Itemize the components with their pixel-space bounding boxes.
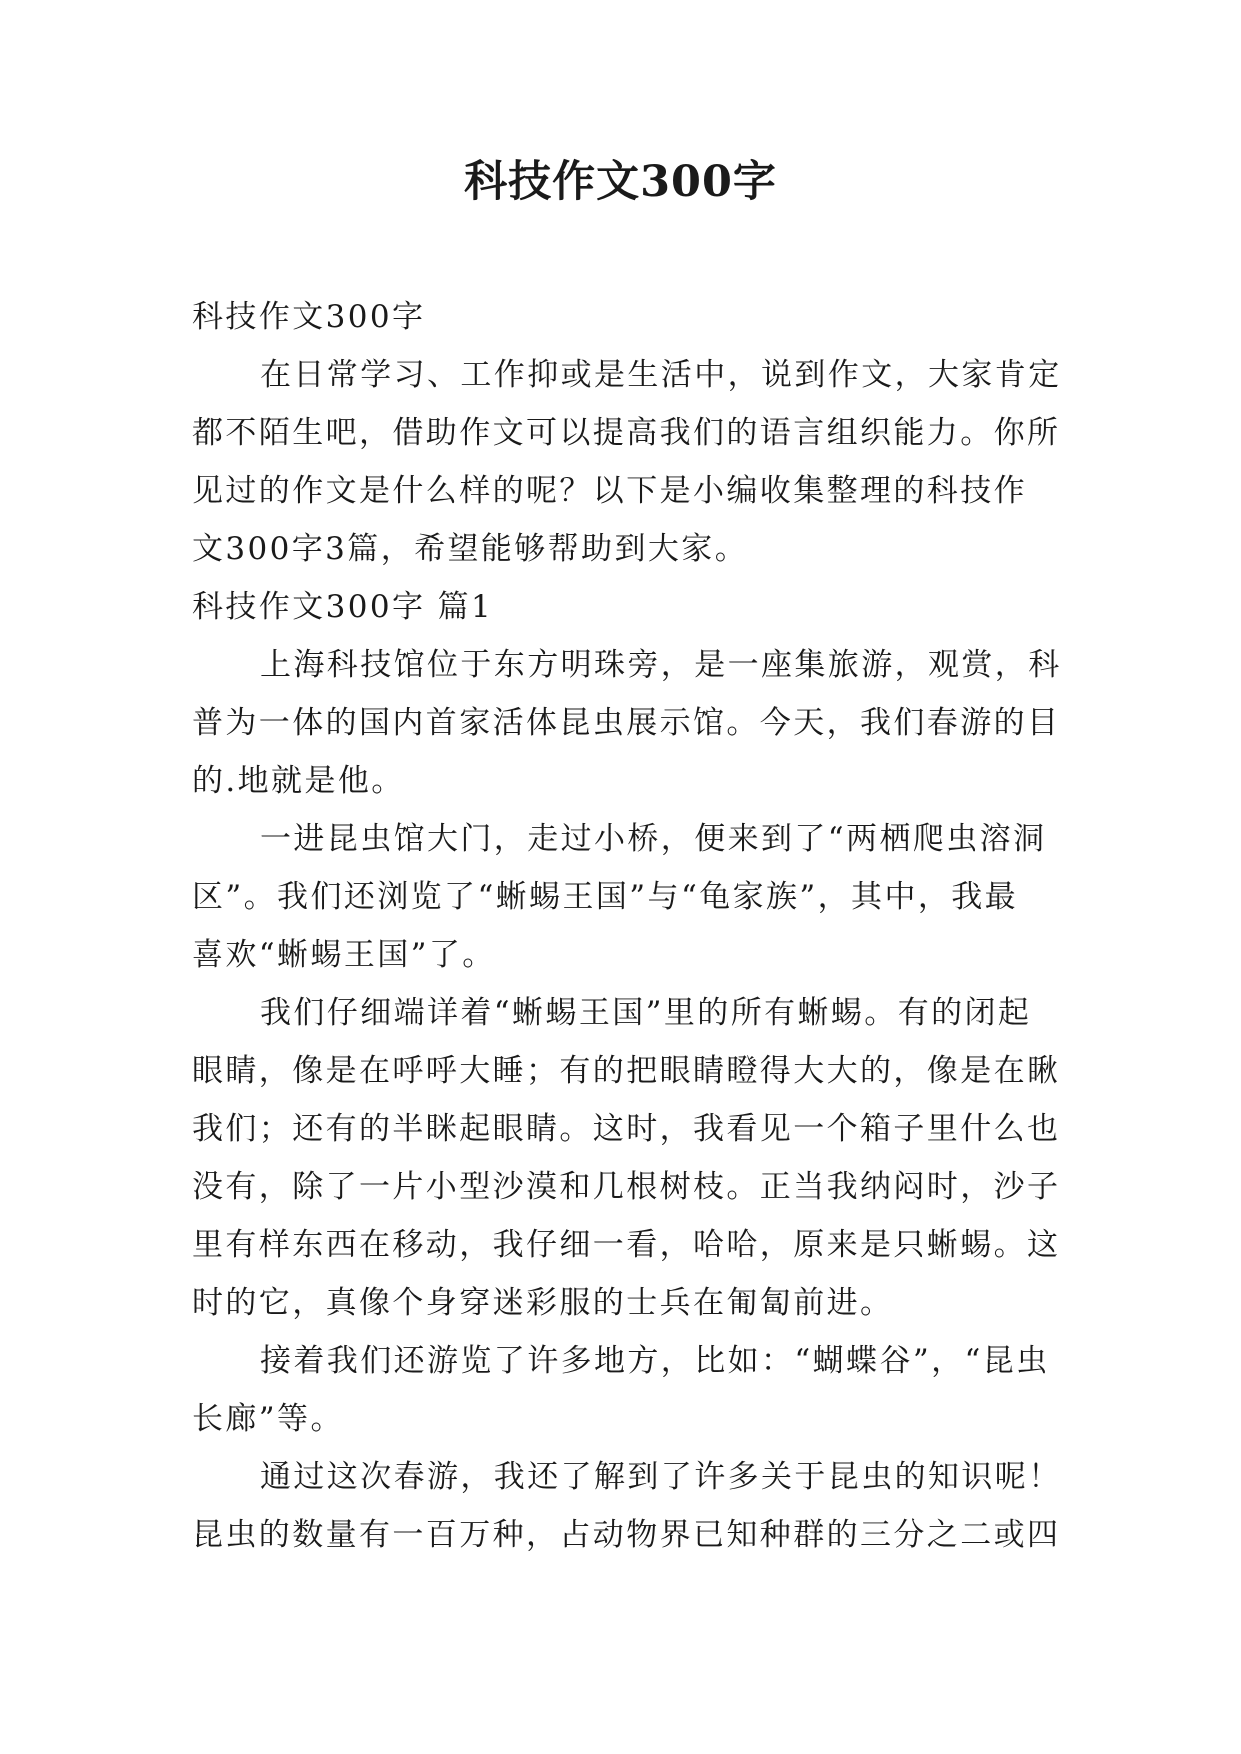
paragraph-line: 接着我们还游览了许多地方，比如：“蝴蝶谷”，“昆虫 bbox=[260, 1343, 1050, 1379]
paragraph-line: 文300字3篇，希望能够帮助到大家。 bbox=[192, 531, 749, 567]
paragraph-line: 在日常学习、工作抑或是生活中，说到作文，大家肯定 bbox=[260, 357, 1062, 393]
paragraph-line: 上海科技馆位于东方明珠旁，是一座集旅游，观赏，科 bbox=[260, 647, 1062, 683]
paragraph-line: 区”。我们还浏览了“蜥蜴王国”与“龟家族”，其中，我最 bbox=[192, 879, 1019, 915]
paragraph-line: 的.地就是他。 bbox=[192, 763, 405, 799]
paragraph-line: 时的它，真像个身穿迷彩服的士兵在匍匐前进。 bbox=[192, 1285, 894, 1321]
section-heading: 科技作文300字 bbox=[192, 299, 426, 335]
section-heading: 科技作文300字 篇1 bbox=[192, 589, 494, 625]
paragraph-line: 普为一体的国内首家活体昆虫展示馆。今天，我们春游的目 bbox=[192, 705, 1061, 741]
paragraph-line: 见过的作文是什么样的呢？以下是小编收集整理的科技作 bbox=[192, 473, 1027, 509]
paragraph-line: 里有样东西在移动，我仔细一看，哈哈，原来是只蜥蜴。这 bbox=[192, 1227, 1061, 1263]
paragraph-line: 昆虫的数量有一百万种，占动物界已知种群的三分之二或四 bbox=[192, 1517, 1061, 1553]
document-title: 科技作文300字 bbox=[464, 157, 777, 207]
paragraph-line: 没有，除了一片小型沙漠和几根树枝。正当我纳闷时，沙子 bbox=[192, 1169, 1061, 1205]
paragraph-line: 喜欢“蜥蜴王国”了。 bbox=[192, 937, 496, 973]
paragraph-line: 长廊”等。 bbox=[192, 1401, 344, 1437]
paragraph-line: 我们；还有的半眯起眼睛。这时，我看见一个箱子里什么也 bbox=[192, 1111, 1061, 1147]
paragraph-line: 我们仔细端详着“蜥蜴王国”里的所有蜥蜴。有的闭起 bbox=[260, 995, 1032, 1031]
paragraph-line: 都不陌生吧，借助作文可以提高我们的语言组织能力。你所 bbox=[192, 415, 1061, 451]
paragraph-line: 通过这次春游，我还了解到了许多关于昆虫的知识呢！ bbox=[260, 1459, 1062, 1495]
document-body bbox=[192, 288, 1062, 1564]
paragraph-line: 眼睛，像是在呼呼大睡；有的把眼睛瞪得大大的，像是在瞅 bbox=[192, 1053, 1061, 1089]
paragraph-line: 一进昆虫馆大门，走过小桥，便来到了“两栖爬虫溶洞 bbox=[260, 821, 1047, 857]
